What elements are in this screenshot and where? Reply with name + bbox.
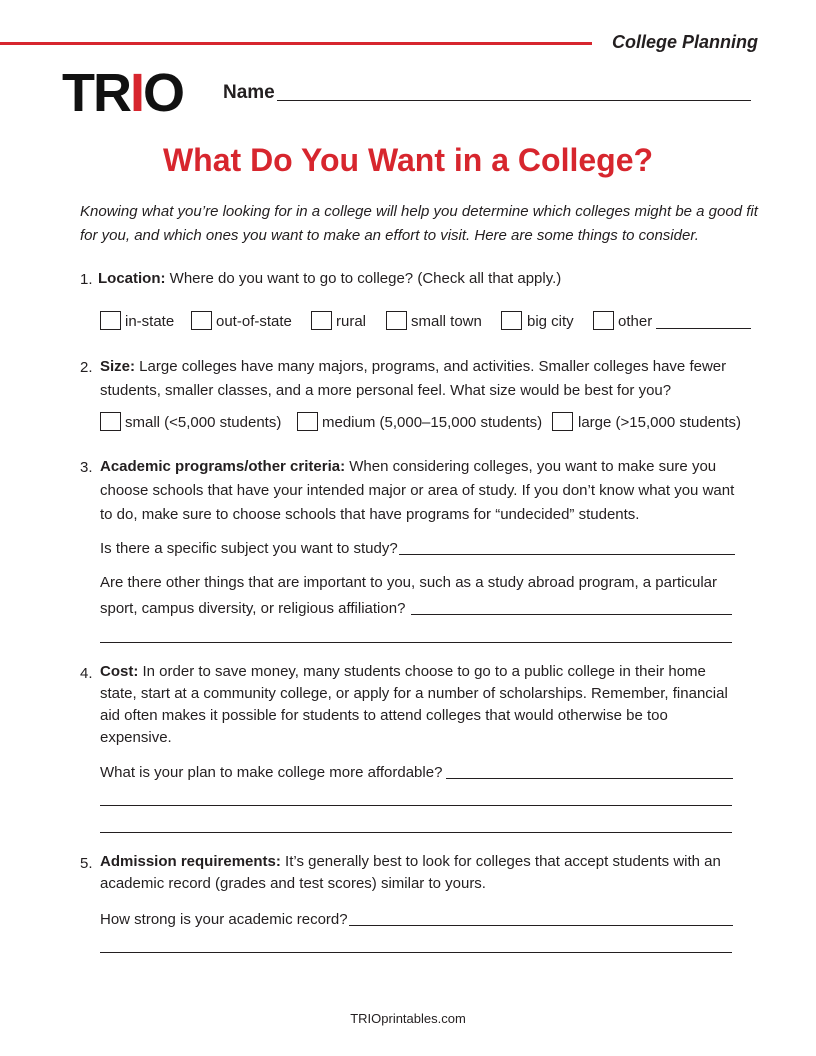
q3-other-field-line-1[interactable] <box>411 614 732 615</box>
logo-text-i: I <box>129 63 143 123</box>
q5-heading: Admission requirements: <box>100 853 281 870</box>
q1-body: Where do you want to go to college? (Check all that apply.) <box>165 270 562 287</box>
checkbox-small-town[interactable] <box>386 311 407 330</box>
q2-body: Large colleges have many majors, programs, and activities. Smaller colleges have fewer students, smaller classes, and a more personal feel. What size would be best for you? <box>100 358 727 399</box>
q5-body: It’s generally best to look for colleges that accept students with an academic record (grades and test scores) similar to yours. <box>100 853 721 892</box>
checkbox-rural[interactable] <box>311 311 332 330</box>
checkbox-in-state[interactable] <box>100 311 121 330</box>
page-title: What Do You Want in a College? <box>162 142 654 178</box>
q4-field-line-2[interactable] <box>100 805 732 806</box>
q4-number: 4. <box>80 665 93 682</box>
option-in-state-label: in-state <box>125 313 175 330</box>
q4-field-line-3[interactable] <box>100 832 732 833</box>
q5-number: 5. <box>80 855 93 872</box>
q2-number: 2. <box>80 359 93 376</box>
q3-prompt-subject: Is there a specific subject you want to study? <box>100 540 398 557</box>
option-small-town-label: small town <box>411 313 482 330</box>
checkbox-small[interactable] <box>100 412 121 431</box>
checkbox-other[interactable] <box>593 311 614 330</box>
q2-text <box>100 355 740 403</box>
q4-field-line-1[interactable] <box>446 778 733 779</box>
q3-number: 3. <box>80 459 93 476</box>
option-big-city-label: big city <box>527 313 574 330</box>
q1-number: 1. <box>80 271 93 288</box>
q4-heading: Cost: <box>100 663 139 680</box>
category-label: College Planning <box>611 32 758 52</box>
option-out-of-state-label: out-of-state <box>216 313 292 330</box>
logo-text-a: TR <box>62 63 130 123</box>
q2-heading: Size: <box>100 358 136 375</box>
checkbox-medium[interactable] <box>297 412 318 431</box>
checkbox-large[interactable] <box>552 412 573 431</box>
option-medium-label: medium (5,000–15,000 students) <box>322 414 543 431</box>
q1-text <box>98 267 758 291</box>
checkbox-out-of-state[interactable] <box>191 311 212 330</box>
q1-heading: Location: <box>98 270 166 287</box>
q3-subject-field-line[interactable] <box>399 554 735 555</box>
checkbox-big-city[interactable] <box>501 311 522 330</box>
q5-prompt: How strong is your academic record? <box>100 911 348 928</box>
q3-prompt-other-b: sport, campus diversity, or religious affiliation? <box>100 600 406 617</box>
intro-paragraph: Knowing what you’re looking for in a college will help you determine which colleges might be a good fit for you, and which ones you want to make an effort to visit. Here are some things to consider. <box>80 203 758 244</box>
q4-prompt: What is your plan to make college more affordable? <box>100 764 443 781</box>
name-label: Name <box>223 82 275 103</box>
logo-text-b: O <box>143 63 184 123</box>
option-rural-label: rural <box>336 313 367 330</box>
q3-body: When considering colleges, you want to make sure you choose schools that have your intended major or area of study. If you don’t know what you want to do, make sure to choose schools that have programs for “undecided” students. <box>100 458 735 523</box>
q3-text <box>100 455 740 527</box>
q3-heading: Academic programs/other criteria: <box>100 458 346 475</box>
q3-prompt-other-a: Are there other things that are important to you, such as a study abroad program, a particular <box>100 574 717 591</box>
q5-text <box>100 851 740 895</box>
q4-body: In order to save money, many students choose to go to a public college in their home state, start at a community college, or apply for a number of scholarships. Remember, financial aid often makes it possible for students to attend colleges that would otherwise be too expensive. <box>100 663 728 746</box>
name-field-line[interactable] <box>277 100 751 101</box>
q5-field-line-1[interactable] <box>349 925 733 926</box>
q4-text <box>100 661 740 749</box>
option-large-label: large (>15,000 students) <box>578 414 742 431</box>
trio-logo <box>62 63 184 123</box>
q3-other-field-line-2[interactable] <box>100 642 732 643</box>
other-field-line[interactable] <box>656 328 751 329</box>
option-small-label: small (<5,000 students) <box>125 414 282 431</box>
footer-url: TRIOprintables.com <box>350 1011 466 1026</box>
option-other-label: other <box>618 313 653 330</box>
header-rule <box>0 42 592 45</box>
q5-field-line-2[interactable] <box>100 952 732 953</box>
